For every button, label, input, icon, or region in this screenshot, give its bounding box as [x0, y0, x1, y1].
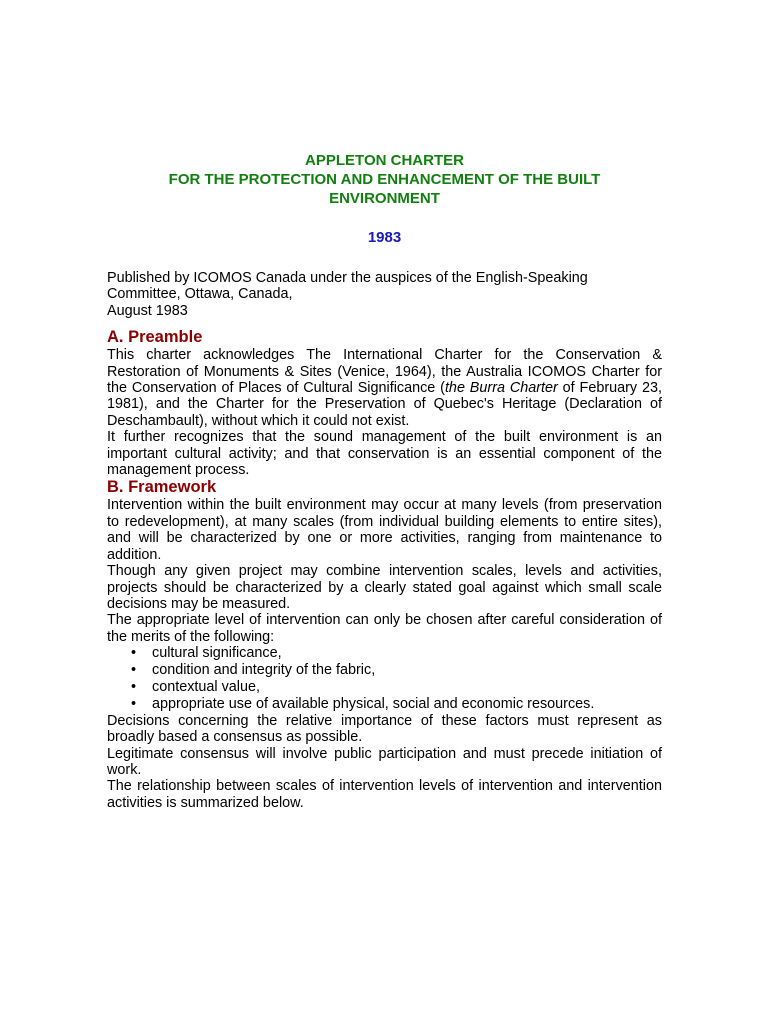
framework-paragraph-1: Intervention within the built environment may occur at many levels (from preservation to redevelopment), at many scales (from individual building elements to entire sites), and will be characterized by one or more activities, ranging from maintenance to addition. [107, 497, 662, 563]
document-page [107, 151, 662, 811]
title-line-1: APPLETON CHARTER [305, 152, 464, 169]
preamble-p1-text-a: This charter acknowledges The International Charter for the Conservation & Restoration of Monuments & Sites (Venice, 1964), the Australia ICOMOS Charter for the Conservation of Places of Cultural Significance ( [107, 347, 662, 397]
list-item-text: condition and integrity of the fabric, [152, 662, 376, 679]
framework-paragraph-2: Though any given project may combine intervention scales, levels and activities, projects should be characterized by a clearly stated goal against which small scale decisions may be measured. [107, 563, 662, 612]
list-item [107, 679, 662, 696]
framework-paragraph-6: The relationship between scales of intervention levels of intervention and intervention activities is summarized below. [107, 778, 662, 811]
bullet-icon: • [131, 678, 137, 695]
publication-line-3: August 1983 [107, 302, 188, 319]
list-item [107, 662, 662, 679]
framework-paragraph-5: Legitimate consensus will involve public participation and must precede initiation of work. [107, 745, 662, 778]
list-item-text: contextual value, [152, 678, 261, 695]
publication-info [107, 270, 662, 319]
preamble-heading: A. Preamble [107, 328, 203, 347]
bullet-icon: • [131, 662, 137, 679]
preamble-paragraph-2: It further recognizes that the sound management of the built environment is an important cultural activity; and that conservation is an essential component of the management process. [107, 429, 662, 479]
preamble-p1-text-b: of February 23, 1981), and the Charter for the Preservation of Quebec's Heritage (Declaration of Deschambault), without which it could not exist. [107, 380, 662, 429]
framework-paragraph-3: The appropriate level of intervention can only be chosen after careful consideration of the merits of the following: [107, 612, 662, 645]
bullet-icon: • [131, 695, 137, 712]
publication-line-2: Committee, Ottawa, Canada, [107, 286, 293, 303]
merits-list [107, 645, 662, 713]
title-line-3: ENVIRONMENT [329, 190, 440, 207]
list-item-text: cultural significance, [152, 645, 282, 662]
bullet-icon: • [131, 645, 137, 662]
document-year: 1983 [367, 229, 402, 246]
preamble-paragraph-1 [107, 347, 662, 429]
document-title [107, 151, 662, 208]
title-line-2: FOR THE PROTECTION AND ENHANCEMENT OF THE BUILT [168, 171, 601, 188]
list-item [107, 696, 662, 713]
framework-paragraph-4: Decisions concerning the relative importance of these factors must represent as broadly based a consensus as possible. [107, 712, 662, 746]
burra-charter-italic: the Burra Charter [444, 380, 558, 397]
list-item-text: appropriate use of available physical, social and economic resources. [152, 695, 595, 712]
publication-line-1: Published by ICOMOS Canada under the auspices of the English-Speaking [107, 270, 588, 286]
list-item [107, 645, 662, 662]
framework-heading: B. Framework [107, 478, 217, 497]
